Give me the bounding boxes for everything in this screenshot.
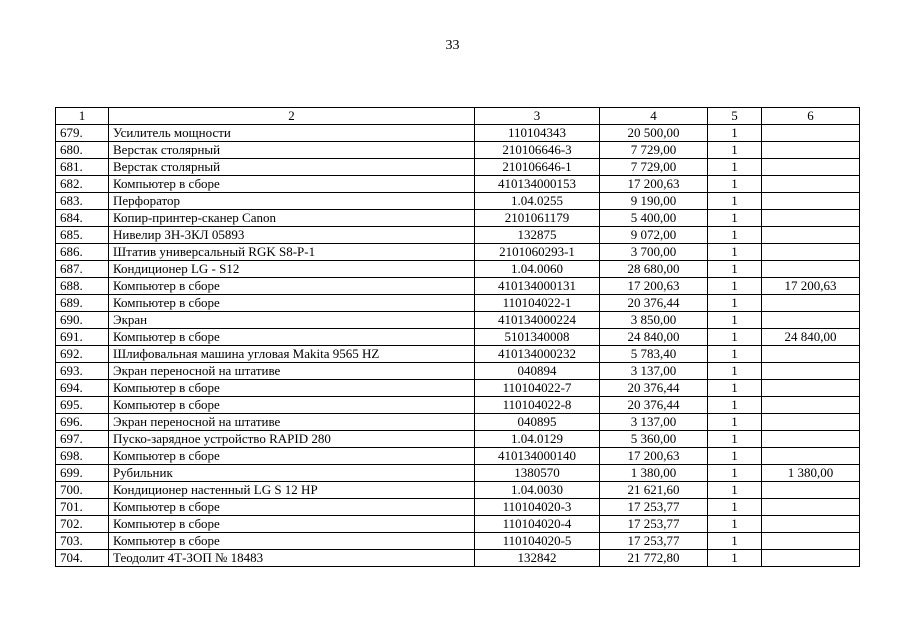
amount-cell: 21 772,80 xyxy=(600,550,708,567)
amount-cell: 20 376,44 xyxy=(600,397,708,414)
table-row xyxy=(56,210,860,227)
amount-cell: 1 380,00 xyxy=(600,465,708,482)
table-row xyxy=(56,142,860,159)
table-row xyxy=(56,533,860,550)
inventory-code-cell: 1380570 xyxy=(475,465,600,482)
value-cell xyxy=(762,346,860,363)
item-name-cell: Штатив универсальный RGK S8-P-1 xyxy=(109,244,475,261)
row-number-cell: 680. xyxy=(56,142,109,159)
amount-cell: 17 200,63 xyxy=(600,448,708,465)
value-cell xyxy=(762,295,860,312)
value-cell xyxy=(762,431,860,448)
quantity-cell: 1 xyxy=(708,261,762,278)
row-number-cell: 694. xyxy=(56,380,109,397)
table-row xyxy=(56,448,860,465)
quantity-cell: 1 xyxy=(708,448,762,465)
item-name-cell: Компьютер в сборе xyxy=(109,448,475,465)
inventory-code-cell: 2101061179 xyxy=(475,210,600,227)
amount-cell: 20 376,44 xyxy=(600,295,708,312)
value-cell xyxy=(762,397,860,414)
inventory-code-cell: 132875 xyxy=(475,227,600,244)
row-number-cell: 700. xyxy=(56,482,109,499)
row-number-cell: 690. xyxy=(56,312,109,329)
row-number-cell: 696. xyxy=(56,414,109,431)
quantity-cell: 1 xyxy=(708,329,762,346)
item-name-cell: Шлифовальная машина угловая Makita 9565 HZ xyxy=(109,346,475,363)
value-cell xyxy=(762,159,860,176)
quantity-cell: 1 xyxy=(708,159,762,176)
amount-cell: 3 137,00 xyxy=(600,363,708,380)
item-name-cell: Копир-принтер-сканер Canon xyxy=(109,210,475,227)
table-row xyxy=(56,312,860,329)
table-row xyxy=(56,431,860,448)
inventory-code-cell: 2101060293-1 xyxy=(475,244,600,261)
row-number-cell: 703. xyxy=(56,533,109,550)
item-name-cell: Кондиционер LG - S12 xyxy=(109,261,475,278)
row-number-cell: 689. xyxy=(56,295,109,312)
value-cell xyxy=(762,414,860,431)
table-row xyxy=(56,465,860,482)
item-name-cell: Компьютер в сборе xyxy=(109,380,475,397)
quantity-cell: 1 xyxy=(708,533,762,550)
table-row xyxy=(56,516,860,533)
quantity-cell: 1 xyxy=(708,278,762,295)
value-cell xyxy=(762,312,860,329)
item-name-cell: Кондиционер настенный LG S 12 HP xyxy=(109,482,475,499)
row-number-cell: 688. xyxy=(56,278,109,295)
amount-cell: 17 200,63 xyxy=(600,278,708,295)
row-number-cell: 704. xyxy=(56,550,109,567)
item-name-cell: Усилитель мощности xyxy=(109,125,475,142)
value-cell xyxy=(762,244,860,261)
inventory-code-cell: 110104022-1 xyxy=(475,295,600,312)
inventory-code-cell: 410134000140 xyxy=(475,448,600,465)
item-name-cell: Экран xyxy=(109,312,475,329)
table-row xyxy=(56,193,860,210)
quantity-cell: 1 xyxy=(708,227,762,244)
item-name-cell: Перфоратор xyxy=(109,193,475,210)
row-number-cell: 699. xyxy=(56,465,109,482)
amount-cell: 9 072,00 xyxy=(600,227,708,244)
inventory-code-cell: 1.04.0129 xyxy=(475,431,600,448)
table-row xyxy=(56,499,860,516)
value-cell xyxy=(762,142,860,159)
table-row xyxy=(56,329,860,346)
quantity-cell: 1 xyxy=(708,312,762,329)
table-row xyxy=(56,397,860,414)
row-number-cell: 698. xyxy=(56,448,109,465)
value-cell xyxy=(762,448,860,465)
value-cell xyxy=(762,363,860,380)
quantity-cell: 1 xyxy=(708,176,762,193)
table-row xyxy=(56,380,860,397)
inventory-code-cell: 110104022-7 xyxy=(475,380,600,397)
amount-cell: 17 200,63 xyxy=(600,176,708,193)
row-number-cell: 697. xyxy=(56,431,109,448)
amount-cell: 9 190,00 xyxy=(600,193,708,210)
inventory-code-cell: 210106646-1 xyxy=(475,159,600,176)
table-header-row xyxy=(56,108,860,125)
item-name-cell: Компьютер в сборе xyxy=(109,516,475,533)
table-row xyxy=(56,550,860,567)
table-row xyxy=(56,346,860,363)
column-header-1: 1 xyxy=(56,108,109,125)
table-row xyxy=(56,278,860,295)
item-name-cell: Теодолит 4Т-ЗОП № 18483 xyxy=(109,550,475,567)
table-row xyxy=(56,244,860,261)
quantity-cell: 1 xyxy=(708,125,762,142)
table-row xyxy=(56,227,860,244)
inventory-code-cell: 410134000232 xyxy=(475,346,600,363)
column-header-4: 4 xyxy=(600,108,708,125)
item-name-cell: Пуско-зарядное устройство RAPID 280 xyxy=(109,431,475,448)
amount-cell: 3 137,00 xyxy=(600,414,708,431)
amount-cell: 17 253,77 xyxy=(600,533,708,550)
table-row xyxy=(56,176,860,193)
inventory-code-cell: 110104020-5 xyxy=(475,533,600,550)
table-row xyxy=(56,295,860,312)
value-cell xyxy=(762,380,860,397)
item-name-cell: Компьютер в сборе xyxy=(109,533,475,550)
row-number-cell: 691. xyxy=(56,329,109,346)
row-number-cell: 679. xyxy=(56,125,109,142)
value-cell: 17 200,63 xyxy=(762,278,860,295)
quantity-cell: 1 xyxy=(708,465,762,482)
inventory-code-cell: 210106646-3 xyxy=(475,142,600,159)
row-number-cell: 687. xyxy=(56,261,109,278)
value-cell xyxy=(762,261,860,278)
value-cell xyxy=(762,499,860,516)
amount-cell: 5 360,00 xyxy=(600,431,708,448)
amount-cell: 7 729,00 xyxy=(600,159,708,176)
inventory-code-cell: 132842 xyxy=(475,550,600,567)
quantity-cell: 1 xyxy=(708,431,762,448)
inventory-code-cell: 110104020-3 xyxy=(475,499,600,516)
value-cell: 24 840,00 xyxy=(762,329,860,346)
amount-cell: 24 840,00 xyxy=(600,329,708,346)
inventory-code-cell: 040895 xyxy=(475,414,600,431)
amount-cell: 7 729,00 xyxy=(600,142,708,159)
row-number-cell: 686. xyxy=(56,244,109,261)
quantity-cell: 1 xyxy=(708,295,762,312)
column-header-6: 6 xyxy=(762,108,860,125)
inventory-code-cell: 1.04.0030 xyxy=(475,482,600,499)
inventory-code-cell: 1.04.0060 xyxy=(475,261,600,278)
item-name-cell: Экран переносной на штативе xyxy=(109,363,475,380)
value-cell xyxy=(762,550,860,567)
quantity-cell: 1 xyxy=(708,414,762,431)
value-cell xyxy=(762,193,860,210)
value-cell xyxy=(762,210,860,227)
quantity-cell: 1 xyxy=(708,397,762,414)
inventory-code-cell: 110104343 xyxy=(475,125,600,142)
quantity-cell: 1 xyxy=(708,482,762,499)
amount-cell: 21 621,60 xyxy=(600,482,708,499)
item-name-cell: Компьютер в сборе xyxy=(109,295,475,312)
item-name-cell: Верстак столярный xyxy=(109,159,475,176)
table-row xyxy=(56,159,860,176)
inventory-code-cell: 1.04.0255 xyxy=(475,193,600,210)
amount-cell: 20 376,44 xyxy=(600,380,708,397)
value-cell xyxy=(762,227,860,244)
inventory-code-cell: 110104022-8 xyxy=(475,397,600,414)
row-number-cell: 681. xyxy=(56,159,109,176)
quantity-cell: 1 xyxy=(708,244,762,261)
amount-cell: 17 253,77 xyxy=(600,499,708,516)
item-name-cell: Рубильник xyxy=(109,465,475,482)
table-row xyxy=(56,482,860,499)
row-number-cell: 693. xyxy=(56,363,109,380)
page-number: 33 xyxy=(445,38,460,53)
column-header-5: 5 xyxy=(708,108,762,125)
amount-cell: 3 850,00 xyxy=(600,312,708,329)
row-number-cell: 682. xyxy=(56,176,109,193)
quantity-cell: 1 xyxy=(708,210,762,227)
item-name-cell: Компьютер в сборе xyxy=(109,499,475,516)
row-number-cell: 683. xyxy=(56,193,109,210)
row-number-cell: 684. xyxy=(56,210,109,227)
quantity-cell: 1 xyxy=(708,516,762,533)
value-cell xyxy=(762,533,860,550)
column-header-3: 3 xyxy=(475,108,600,125)
quantity-cell: 1 xyxy=(708,499,762,516)
inventory-code-cell: 5101340008 xyxy=(475,329,600,346)
column-header-2: 2 xyxy=(109,108,475,125)
item-name-cell: Компьютер в сборе xyxy=(109,397,475,414)
value-cell xyxy=(762,516,860,533)
inventory-code-cell: 110104020-4 xyxy=(475,516,600,533)
table-body xyxy=(56,125,860,567)
item-name-cell: Компьютер в сборе xyxy=(109,329,475,346)
inventory-code-cell: 410134000131 xyxy=(475,278,600,295)
item-name-cell: Экран переносной на штативе xyxy=(109,414,475,431)
table-row xyxy=(56,125,860,142)
row-number-cell: 685. xyxy=(56,227,109,244)
value-cell xyxy=(762,125,860,142)
amount-cell: 28 680,00 xyxy=(600,261,708,278)
quantity-cell: 1 xyxy=(708,380,762,397)
quantity-cell: 1 xyxy=(708,193,762,210)
item-name-cell: Компьютер в сборе xyxy=(109,176,475,193)
value-cell xyxy=(762,176,860,193)
amount-cell: 3 700,00 xyxy=(600,244,708,261)
quantity-cell: 1 xyxy=(708,142,762,159)
amount-cell: 17 253,77 xyxy=(600,516,708,533)
table-row xyxy=(56,414,860,431)
value-cell: 1 380,00 xyxy=(762,465,860,482)
table-row xyxy=(56,261,860,278)
table-row xyxy=(56,363,860,380)
item-name-cell: Верстак столярный xyxy=(109,142,475,159)
inventory-table xyxy=(55,107,860,567)
amount-cell: 5 400,00 xyxy=(600,210,708,227)
row-number-cell: 695. xyxy=(56,397,109,414)
inventory-code-cell: 410134000224 xyxy=(475,312,600,329)
quantity-cell: 1 xyxy=(708,363,762,380)
item-name-cell: Компьютер в сборе xyxy=(109,278,475,295)
amount-cell: 5 783,40 xyxy=(600,346,708,363)
inventory-code-cell: 410134000153 xyxy=(475,176,600,193)
item-name-cell: Нивелир ЗН-3КЛ 05893 xyxy=(109,227,475,244)
quantity-cell: 1 xyxy=(708,346,762,363)
row-number-cell: 701. xyxy=(56,499,109,516)
row-number-cell: 702. xyxy=(56,516,109,533)
value-cell xyxy=(762,482,860,499)
quantity-cell: 1 xyxy=(708,550,762,567)
row-number-cell: 692. xyxy=(56,346,109,363)
inventory-code-cell: 040894 xyxy=(475,363,600,380)
amount-cell: 20 500,00 xyxy=(600,125,708,142)
